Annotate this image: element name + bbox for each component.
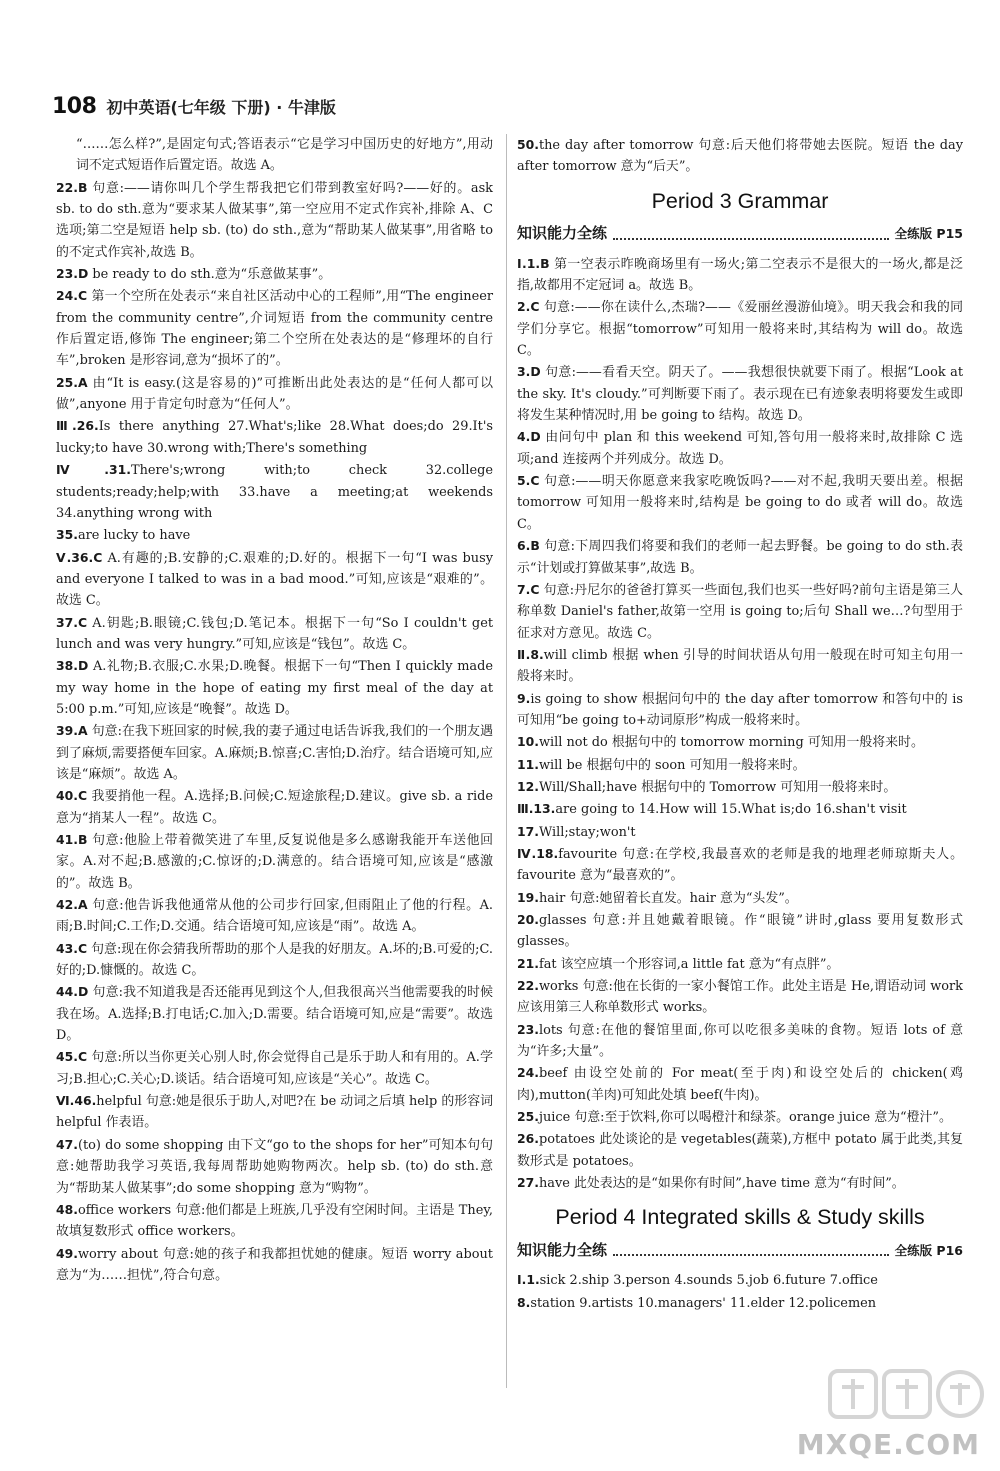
- answer-number: 4.D: [517, 429, 541, 445]
- answer-item: [517, 776, 963, 798]
- answer-text: beef 由设空处前的 For meat(至于肉)和设空处后的 chicken(鸡肉),mutton(羊肉)可知此处填 beef(牛肉)。: [517, 1066, 963, 1103]
- answer-number: 23.: [517, 1021, 539, 1037]
- answer-text: helpful 句意:她是很乐于助人,对吧?在 be 动词之后填 help 的形容词 helpful 作表语。: [56, 1094, 493, 1131]
- answer-text: 句意:在我下班回家的时候,我的妻子通过电话告诉我,我们的一个朋友遇到了麻烦,需要搭便车回家。A.麻烦;B.惊喜;C.害怕;D.治疗。结合语境可知,应该是“麻烦”。故选 A。: [56, 724, 493, 782]
- answer-text: (to) do some shopping 由下文“go to the shops for her”可知本句句意:她帮助我学习英语,我每周帮助她购物两次。help sb. (to) do sth.意为“帮助某人做某事”;do some shopping 意为“购物”。: [56, 1137, 493, 1196]
- answer-text: worry about 句意:她的孩子和我都担忧她的健康。短语 worry about 意为“为……担忧”,符合句意。: [56, 1246, 493, 1283]
- answer-text: 句意:他脸上带着微笑进了车里,反复说他是多么感谢我能开车送他回家。A.对不起;B.感激的;C.惊讶的;D.满意的。结合语境可知,应该是“感激的”。故选 B。: [56, 833, 493, 891]
- answer-number: 26.: [517, 1131, 539, 1147]
- answer-text: 句意:——看看天空。阴天了。——我想很快就要下雨了。根据“Look at the sky. It's cloudy.”可判断要下雨了。表示现在已有迹象表明将要发生或即将发生某种情况时,用 be going to 结构。故选 D。: [517, 365, 963, 424]
- answer-item: [56, 1243, 493, 1287]
- answer-number: 21.: [517, 955, 539, 971]
- answer-number: 25.: [517, 1109, 539, 1125]
- answer-number: 25.A: [56, 374, 88, 390]
- answer-number: 39.A: [56, 723, 88, 739]
- answer-text: the day after tomorrow 句意:后天他们将带她去医院。短语 the day after tomorrow 意为“后天”。: [517, 138, 963, 175]
- answer-item: [517, 1128, 963, 1172]
- column-divider: [506, 134, 507, 1388]
- answer-item: [517, 798, 963, 820]
- answer-item: [56, 829, 493, 894]
- period-3-title: Period 3 Grammar: [651, 188, 829, 213]
- answer-text: station 9.artists 10.managers' 11.elder 12.policemen: [530, 1295, 877, 1311]
- answer-number: 22.B: [56, 179, 88, 195]
- answer-item: [517, 1019, 963, 1063]
- answer-text: will not do 根据句中的 tomorrow morning 可知用一般将来时。: [538, 735, 924, 751]
- answer-number: 20.: [517, 912, 539, 927]
- answer-number: 48.: [56, 1201, 78, 1217]
- dotted-leader: [613, 1244, 889, 1256]
- answer-number: Ⅰ.1.B: [517, 255, 550, 271]
- answer-text: 由问句中 plan 和 this weekend 可知,答句用一般将来时,故排除 C 选项;and 连接两个并列成分。故选 D。: [517, 430, 963, 467]
- answer-text: There's;wrong with;to check 32.college students;ready;help;with 33.have a meeting;at weekends 34.anything wrong with: [56, 463, 493, 521]
- answer-text: office workers 句意:他们都是上班族,几乎没有空闲时间。主语是 They,故填复数形式 office workers。: [56, 1202, 493, 1240]
- answer-number: Ⅳ.31.: [56, 462, 131, 478]
- answer-item: [56, 785, 493, 829]
- answer-number: 24.C: [56, 288, 88, 304]
- section-name: 知识能力全练: [517, 224, 608, 243]
- watermark-site: MXQE.COM: [796, 1428, 980, 1461]
- answer-number: Ⅳ.18.: [517, 845, 559, 861]
- answer-item: [56, 177, 493, 263]
- answer-text: will be 根据句中的 soon 可知用一般将来时。: [538, 757, 806, 773]
- answer-text: favourite 句意:在学校,我最喜欢的老师是我的地理老师琼斯夫人。favourite 意为“最喜欢的”。: [517, 846, 963, 884]
- answer-text: “……怎么样?”,是固定句式;答语表示“它是学习中国历史的好地方”,用动词不定式短语作后置定语。故选 A。: [76, 137, 493, 174]
- answer-number: 5.C: [517, 473, 540, 489]
- answer-text: lots 句意:在他的餐馆里面,你可以吃很多美味的食物。短语 lots of 意为“许多;大量”。: [517, 1022, 963, 1060]
- answer-number: 50.: [517, 137, 539, 152]
- answer-item: [517, 470, 963, 535]
- answer-item: [517, 1172, 963, 1194]
- answer-item: [517, 579, 963, 644]
- answer-item: [56, 134, 493, 177]
- answer-item: [517, 754, 963, 776]
- answer-item: [517, 975, 963, 1019]
- answer-number: Ⅲ.13.: [517, 801, 556, 817]
- answer-item: [517, 1269, 963, 1291]
- answer-number: 11.: [517, 756, 539, 772]
- answer-item: [56, 372, 493, 416]
- answer-item: [56, 459, 493, 524]
- answer-number: Ⅲ.26.: [56, 418, 99, 434]
- right-intro: [517, 134, 963, 178]
- answer-number: Ⅴ.36.C: [56, 549, 103, 565]
- answer-item: [56, 1199, 493, 1243]
- answer-item: [56, 720, 493, 785]
- answer-item: [517, 1062, 963, 1106]
- answer-number: 40.C: [56, 788, 88, 804]
- section-name: 知识能力全练: [517, 1240, 608, 1259]
- book-title: 初中英语(七年级 下册) · 牛津版: [106, 98, 336, 117]
- answer-item: [56, 1046, 493, 1090]
- answer-item: [517, 887, 963, 909]
- answer-item: [517, 953, 963, 975]
- answer-number: 3.D: [517, 364, 541, 380]
- right-column: [517, 134, 963, 1314]
- section-page-ref: 全练版 P16: [894, 1242, 963, 1258]
- answer-text: glasses 句意:并且她戴着眼镜。作“眼镜”讲时,glass 要用复数形式 glasses。: [517, 913, 963, 950]
- answer-number: 8.: [517, 1294, 531, 1310]
- period-3-section-header: [517, 222, 963, 246]
- answer-text: 第一空表示昨晚商场里有一场火;第二空表示不是很大的一场火,都是泛指,故都用不定冠词 a。故选 B。: [517, 256, 963, 294]
- answer-text: A.有趣的;B.安静的;C.艰难的;D.好的。根据下一句“I was busy and everyone I talked to was in a bad mood.”可知,应该是“艰难的”。故选 C。: [56, 550, 493, 609]
- answer-text: sick 2.ship 3.person 4.sounds 5.job 6.future 7.office: [539, 1273, 878, 1289]
- answer-number: Ⅱ.8.: [517, 646, 544, 662]
- answer-item: [56, 263, 493, 285]
- answer-item: [56, 1134, 493, 1199]
- answer-item: [56, 938, 493, 982]
- answer-item: [517, 253, 963, 297]
- answer-text: Is there anything 27.What's;like 28.What does;do 29.It's lucky;to have 30.wrong with;There's something: [56, 419, 493, 456]
- answer-number: 19.: [517, 889, 539, 905]
- answer-text: Will/Shall;have 根据句中的 Tomorrow 可知用一般将来时。: [538, 779, 897, 795]
- answer-text: 句意:——明天你愿意来我家吃晚饭吗?——对不起,我明天要出差。根据 tomorrow 可知用一般将来时,结构是 be going to do 或者 will do。故选 C。: [517, 474, 963, 532]
- answer-text: 句意:所以当你更关心别人时,你会觉得自己是乐于助人和有用的。A.学习;B.担心;C.关心;D.谈话。结合语境可知,应该是“关心”。故选 C。: [56, 1050, 493, 1087]
- answer-number: 37.C: [56, 614, 88, 630]
- answer-item: [517, 361, 963, 426]
- answer-text: 句意:——你在读什么,杰瑞?——《爱丽丝漫游仙境》。明天我会和我的同学们分享它。根据“tomorrow”可知用一般将来时,其结构为 will do。故选 C。: [517, 300, 963, 359]
- answer-text: be ready to do sth.意为“乐意做某事”。: [88, 267, 332, 283]
- answer-item: [517, 426, 963, 470]
- answer-number: 9.: [517, 690, 531, 706]
- answer-item: [517, 843, 963, 887]
- answer-text: hair 句意:她留着长直发。hair 意为“头发”。: [538, 890, 798, 906]
- answer-number: 24.: [517, 1065, 539, 1081]
- answer-text: have 此处表达的是“如果你有时间”,have time 意为“有时间”。: [538, 1176, 905, 1192]
- answer-text: 我要捎他一程。A.选择;B.问候;C.短途旅程;D.建议。give sb. a ride 意为“捎某人一程”。故选 C。: [56, 789, 493, 826]
- answer-text: potatoes 此处谈论的是 vegetables(蔬菜),方框中 potato 属于此类,其复数形式是 potatoes。: [517, 1132, 963, 1169]
- period-4-title: Period 4 Integrated skills & Study skills: [555, 1205, 925, 1230]
- answer-text: A.礼物;B.衣服;C.水果;D.晚餐。根据下一句“Then I quickly made my way home in the hope of eating my first meal of the day at 5:00 p.m.”可知,应该是“晚餐”。故选 D。: [56, 659, 493, 717]
- answer-item: [517, 535, 963, 579]
- answer-number: 35.: [56, 527, 78, 543]
- answer-text: fat 该空应填一个形容词,a little fat 意为“有点胖”。: [538, 956, 840, 972]
- answer-item: [517, 688, 963, 732]
- answer-number: 17.: [517, 823, 539, 839]
- answer-text: 句意:他告诉我他通常从他的公司步行回家,但雨阻止了他的行程。A.雨;B.时间;C.工作;D.交通。结合语境可知,应该是“雨”。故选 A。: [56, 898, 493, 935]
- answer-item: [56, 894, 493, 938]
- answer-number: 44.D: [56, 984, 89, 1000]
- answer-number: Ⅵ.46.: [56, 1093, 97, 1109]
- answer-text: juice 句意:至于饮料,你可以喝橙汁和绿茶。orange juice 意为“橙汁”。: [538, 1110, 952, 1126]
- answer-text: 句意:下周四我们将要和我们的老师一起去野餐。be going to do sth.表示“计划或打算做某事”,故选 B。: [517, 539, 963, 576]
- answer-text: Will;stay;won't: [538, 824, 636, 840]
- answer-number: 6.B: [517, 538, 540, 554]
- answer-number: 7.C: [517, 581, 540, 597]
- answer-item: [56, 655, 493, 720]
- answer-text: A.钥匙;B.眼镜;C.钱包;D.笔记本。根据下一句“So I couldn't get lunch and was very hungry.”可知,应该是“钱包”。故选 C。: [56, 615, 493, 652]
- answer-item: [517, 1292, 963, 1314]
- period-3-answers: [517, 253, 963, 1195]
- answer-number: 42.A: [56, 897, 88, 913]
- answer-item: [517, 1106, 963, 1128]
- answer-text: are going to 14.How will 15.What is;do 16.shan't visit: [555, 802, 907, 818]
- answer-item: [517, 731, 963, 753]
- answer-number: 49.: [56, 1245, 78, 1261]
- answer-text: 句意:我不知道我是否还能再见到这个人,但我很高兴当他需要我的时候我在场。A.选择;B.打电话;C.加入;D.需要。结合语境可知,应是“需要”。故选 D。: [56, 985, 493, 1044]
- answer-item: [56, 524, 493, 546]
- answer-item: [56, 612, 493, 656]
- answer-number: 41.B: [56, 832, 88, 847]
- answer-item: [517, 821, 963, 843]
- section-page-ref: 全练版 P15: [894, 226, 963, 242]
- answer-number: Ⅰ.1.: [517, 1272, 540, 1288]
- answer-site-logo: [826, 1365, 986, 1425]
- answer-text: 句意:——请你叫几个学生帮我把它们带到教室好吗?——好的。ask sb. to do sth.意为“要求某人做某事”,第一空应用不定式作宾补,排除 A、C 选项;第二空是短语 help sb. (to) do sth.,意为“帮助某人做某事”,用省略 to 的不定式作宾补,故选 B。: [56, 180, 493, 260]
- answer-number: 45.C: [56, 1049, 88, 1065]
- answer-item: [56, 547, 493, 612]
- answer-number: 27.: [517, 1175, 539, 1191]
- answer-number: 43.C: [56, 940, 88, 956]
- answer-text: works 句意:他在长街的一家小餐馆工作。此处主语是 He,谓语动词 work 应该用第三人称单数形式 works。: [517, 979, 963, 1016]
- page-number: 108: [52, 94, 97, 119]
- answer-number: 38.D: [56, 658, 89, 674]
- answer-number: 47.: [56, 1136, 78, 1152]
- answer-item: [517, 134, 963, 178]
- answer-number: 12.: [517, 778, 539, 794]
- answer-item: [517, 644, 963, 688]
- dotted-leader: [613, 228, 889, 240]
- answer-number: 22.: [517, 978, 539, 994]
- period-4-answers: [517, 1269, 963, 1314]
- page-header: [52, 93, 336, 119]
- answer-number: 10.: [517, 734, 539, 750]
- answer-text: 句意:现在你会猜我所帮助的那个人是我的好朋友。A.坏的;B.可爱的;C.好的;D.慷慨的。故选 C。: [56, 941, 493, 979]
- answer-item: [517, 909, 963, 953]
- answer-text: 第一个空所在处表示“来自社区活动中心的工程师”,用“The engineer from the community centre”,介词短语 from the community centre 作后置定语,修饰 The engineer;第二个空所在处表达的是“修理坏的自行车”,broken 是形容词,意为“损坏了的”。: [56, 289, 493, 369]
- left-column: [56, 134, 493, 1286]
- answer-text: 由“It is easy.(这是容易的)”可推断出此处表达的是“任何人都可以做”,anyone 用于肯定句时意为“任何人”。: [56, 375, 493, 413]
- answer-text: 句意:丹尼尔的爸爸打算买一些面包,我们也买一些好吗?前句主语是第三人称单数 Daniel's father,故第一空用 is going to;后句 Shall we…?句型用于征求对方意见。故选 C。: [517, 582, 963, 641]
- answer-item: [517, 296, 963, 361]
- answer-item: [56, 415, 493, 459]
- period-4-section-header: [517, 1238, 963, 1262]
- answer-item: [56, 981, 493, 1046]
- answer-text: is going to show 根据问句中的 the day after tomorrow 和答句中的 is 可知用“be going to+动词原形”构成一般将来时。: [517, 691, 963, 728]
- answer-number: 2.C: [517, 299, 540, 315]
- answer-item: [56, 1090, 493, 1134]
- answer-item: [56, 285, 493, 371]
- answer-text: will climb 根据 when 引导的时间状语从句用一般现在时可知主句用一般将来时。: [517, 647, 963, 685]
- answer-text: are lucky to have: [77, 528, 191, 544]
- answer-number: 23.D: [56, 266, 89, 282]
